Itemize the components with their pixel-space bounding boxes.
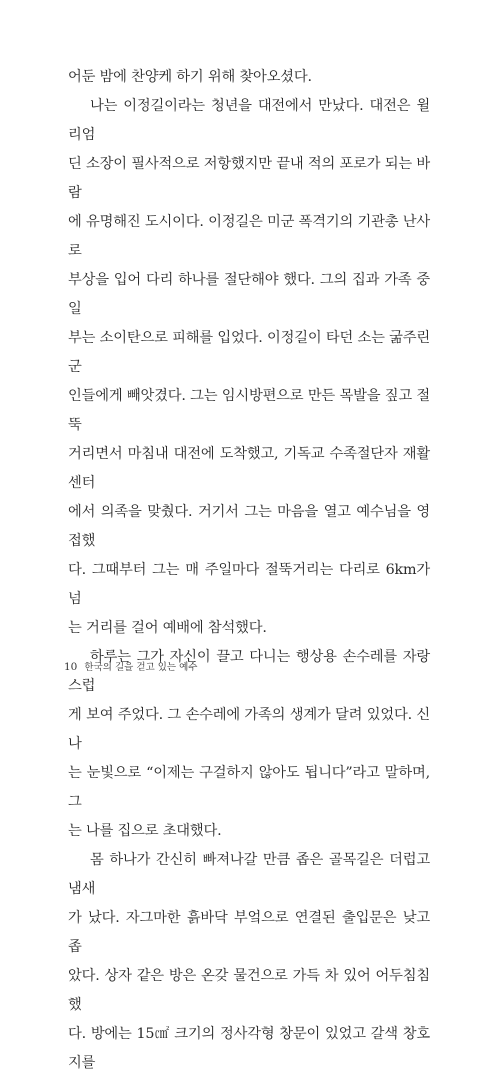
text-line: 어둔 밤에 찬양케 하기 위해 찾아오셨다. [68,69,312,85]
text-line: 에서 의족을 맞췄다. 거기서 그는 마음을 열고 예수님을 영접했 [68,504,430,549]
text-line: 다. 그때부터 그는 매 주일마다 절뚝거리는 다리로 6km가 넘 [68,562,430,607]
page-body-text [68,63,430,1078]
text-line: 는 눈빛으로 “이제는 구걸하지 않아도 됩니다”라고 말하며, 그 [68,765,430,810]
running-title: 한국의 길을 걷고 있는 예수 [84,662,198,673]
text-line: 게 보여 주었다. 그 손수레에 가족의 생계가 달려 있었다. 신나 [68,707,430,752]
text-line: 에 유명해진 도시이다. 이정길은 미군 폭격기의 기관총 난사로 [68,214,430,259]
page-number: 10 [64,661,78,673]
text-line: 부상을 입어 다리 하나를 절단해야 했다. 그의 집과 가족 중 일 [68,272,430,317]
text-line: 다. 방에는 15㎠ 크기의 정사각형 창문이 있었고 갈색 창호지를 [68,1026,430,1071]
text-line: 가 났다. 자그마한 흙바닥 부엌으로 연결된 출입문은 낮고 좁 [68,910,430,955]
text-line: 인들에게 빼앗겼다. 그는 임시방편으로 만든 목발을 짚고 절뚝 [68,388,430,433]
text-line: 부는 소이탄으로 피해를 입었다. 이정길이 타던 소는 굶주린 군 [68,330,430,375]
text-line: 하루는 그가 자신이 끌고 다니는 행상용 손수레를 자랑스럽 [68,649,430,694]
text-line: 았다. 상자 같은 방은 온갖 물건으로 가득 차 있어 어두침침했 [68,968,430,1013]
text-line: 딘 소장이 필사적으로 저항했지만 끝내 적의 포로가 되는 바람 [68,156,430,201]
text-line: 는 거리를 걸어 예배에 참석했다. [68,620,267,636]
text-line: 몸 하나가 간신히 빠져나갈 만큼 좁은 골목길은 더럽고 냄새 [68,852,430,897]
text-line: 는 나를 집으로 초대했다. [68,823,222,839]
page-footer [64,659,197,673]
text-line: 거리면서 마침내 대전에 도착했고, 기독교 수족절단자 재활센터 [68,446,430,491]
text-line: 나는 이정길이라는 청년을 대전에서 만났다. 대전은 윌리엄 [68,98,430,143]
